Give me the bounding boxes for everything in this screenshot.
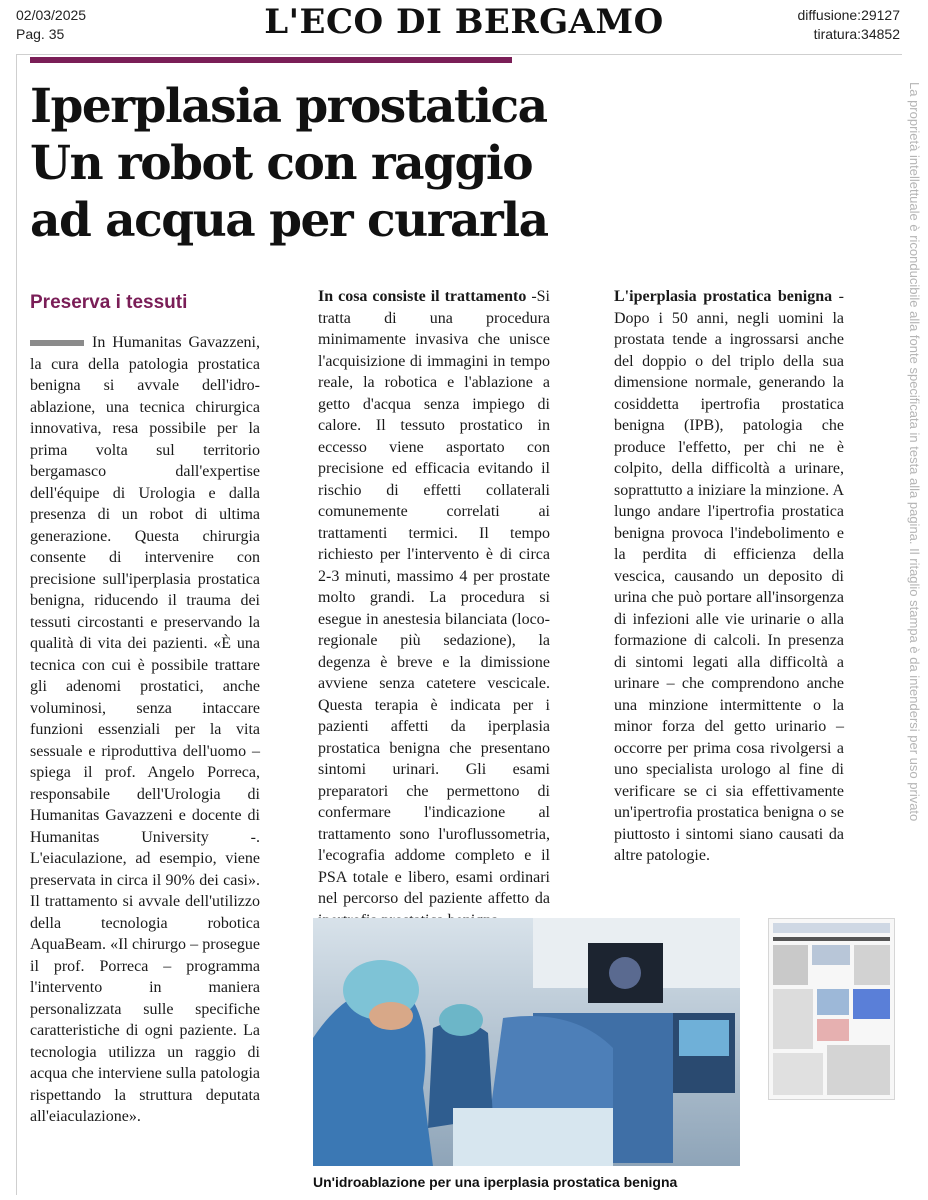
article-photo (313, 918, 740, 1166)
photo-caption: Un'idroablazione per una iperplasia prostatica benigna (313, 1174, 678, 1190)
section-kicker: Preserva i tessuti (30, 292, 188, 313)
operating-room-photo (313, 918, 740, 1166)
headline-accent-bar (30, 57, 512, 63)
column-1-text: In Humanitas Gavazzeni, la cura della patologia prostatica benigna si avvale dell'idro-ablazione, una tecnica chirurgica innovativa, resa possibile per la prima volta sul territorio bergamasco dall'expertise dell'équipe di Urologia e dalla presenza di un robot di ultima generazione. Questa chirurgia consente di intervenire con precisione sull'iperplasia prostatica benigna, riducendo il trauma dei tessuti circostanti e preservando la qualità di vita dei pazienti. «È una tecnica con cui è possibile trattare gli adenomi prostatici, anche voluminosi, senza intaccare funzioni essenziali per la vita sessuale e riproduttiva dell'uomo – spiega il prof. Angelo Porreca, responsabile dell'Urologia di Humanitas Gavazzeni e docente di Humanitas University -. L'eiaculazione, ad esempio, viene preservata in circa il 90% dei casi». Il trattamento si avvale dell'utilizzo della tecnologia robotica AquaBeam. «Il chirurgo – prosegue il prof. Porreca – programma l'intervento in maniera personalizzata sulle specifiche caratteristiche di ogni paziente. La tecnologia utilizza un raggio di acqua che interviene sulla patologia rispettando la struttura deputata all'eiaculazione». (30, 334, 260, 1125)
diffusione-count: diffusione:29127 (797, 7, 900, 23)
clipping-page: Pag. 35 (16, 26, 65, 42)
page-thumbnail (768, 918, 895, 1100)
column-2-lead: In cosa consiste il trattamento (318, 288, 527, 305)
headline-line: Un robot con raggio (30, 136, 533, 191)
column-3-lead: L'iperplasia prostatica benigna (614, 288, 833, 305)
tiratura-count: tiratura:34852 (813, 26, 900, 42)
headline-line: ad acqua per curarla (30, 193, 548, 248)
article-column-1 (30, 332, 260, 1128)
clipping-date: 02/03/2025 (16, 7, 87, 23)
clipping-meta-right (798, 6, 901, 44)
article-column-2 (318, 286, 550, 931)
copyright-side-note (908, 82, 922, 972)
article-headline (30, 78, 590, 249)
column-3-text: - Dopo i 50 anni, negli uomini la prostata tende a ingrossarsi anche del doppio o del triplo della sua dimensione normale, generando la cosiddetta ipertrofia prostatica benigna (IPB), patologia che produce l'effetto, per chi ne è colpito, della difficoltà a urinare, soprattutto a iniziare la minzione. A lungo andare l'ipertrofia prostatica benigna provoca l'indebolimento e la perdita di efficienza della vescica, causando un deposito di urina che può portare all'insorgenza di infezioni alle vie urinarie o alla formazione di calcoli. In presenza di sintomi legati alla difficoltà a urinare – che comprendono anche una minzione intermittente o la minor forza del getto urinario – occorre per prima cosa rivolgersi a uno specialista urologo al fine di verificare se ci sia effettivamente un'ipertrofia prostatica benigna o se piuttosto i sintomi siano causati da altre patologie. (614, 288, 845, 864)
newspaper-masthead: L'ECO DI BERGAMO (264, 2, 664, 42)
page-thumbnail-graphic (769, 919, 894, 1099)
headline-line: Iperplasia prostatica (30, 79, 547, 134)
lead-rule (30, 340, 84, 346)
column-2-text: -Si tratta di una procedura minimamente invasiva che unisce l'acquisizione di immagini in tempo reale, la robotica e l'ablazione a getto d'acqua senza impiego di calore. Il tessuto prostatico in eccesso viene asportato con precisione ed efficacia evitando il rischio di effetti collaterali comunemente correlati ai trattamenti termici. Il tempo richiesto per l'intervento è di circa 2-3 minuti, massimo 4 per prostate molto grandi. La procedura si esegue in anestesia bilanciata (loco-regionale più sedazione), la degenza è breve e la dimissione avviene senza catetere vescicale. Questa terapia è indicata per i pazienti affetti da iperplasia prostatica benigna che presentano sintomi urinari. Gli esami preparatori che permettono di confermare l'indicazione al trattamento sono l'uroflussometria, l'ecografia addome completo e il PSA totale e libero, esami ordinari nel percorso del paziente affetto da (318, 288, 550, 907)
article-column-3 (614, 286, 844, 867)
copyright-side-note-text: La proprietà intellettuale è riconducibile alla fonte specificata in testa alla pagina. Il ritaglio stampa è da intendersi per uso privato (907, 82, 922, 822)
